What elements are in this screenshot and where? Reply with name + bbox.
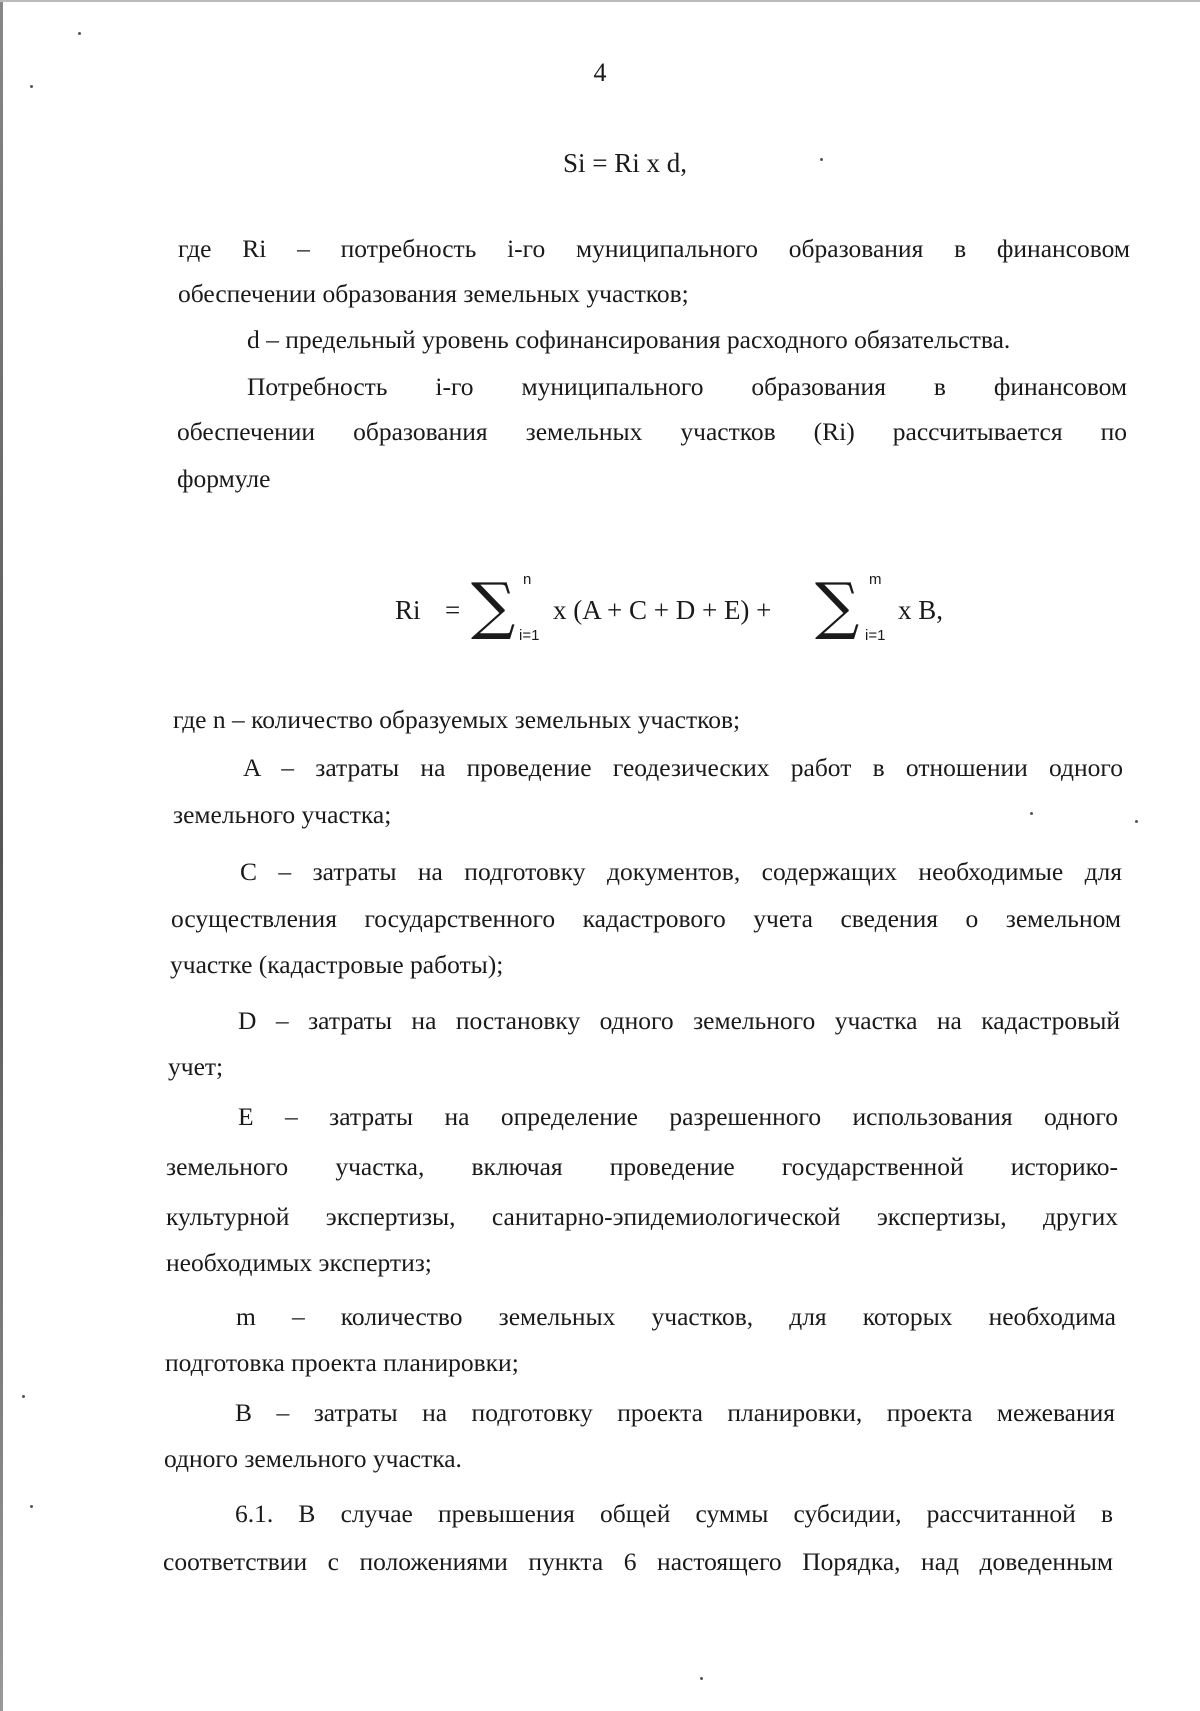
formula-end: x B,: [898, 595, 944, 625]
text-line: где n – количество образуемых земельных участков;: [173, 705, 741, 734]
scan-left-edge: [0, 0, 3, 1711]
text-line: C – затраты на подготовку документов, содержащих необходимые для: [240, 857, 1122, 886]
sigma-symbol: ∑: [815, 569, 860, 642]
scan-speck: [22, 1395, 25, 1398]
text-line: d – предельный уровень софинансирования расходного обязательства.: [247, 325, 1011, 354]
text-line: осуществления государственного кадастрового учета сведения о земельном: [171, 904, 1121, 933]
formula-middle: x (A + C + D + E) +: [553, 595, 772, 625]
formula-si: Si = Ri x d,: [562, 148, 687, 178]
text-line: одного земельного участка.: [164, 1444, 462, 1473]
text-line: соответствии с положениями пункта 6 настоящего Порядка, над доведенным: [163, 1547, 1113, 1576]
page-number: 4: [593, 58, 607, 87]
text-line: E – затраты на определение разрешенного использования одного: [238, 1102, 1118, 1131]
text-line: обеспечении образования земельных участков;: [178, 279, 689, 308]
scan-speck: [30, 85, 33, 88]
sum-upper-limit: m: [869, 571, 882, 588]
scan-top-edge: [0, 0, 1200, 2]
text-line: m – количество земельных участков, для которых необходима: [236, 1302, 1116, 1331]
sum-lower-limit: i=1: [865, 627, 886, 644]
scan-speck: [30, 1505, 33, 1508]
text-line: земельного участка;: [173, 800, 392, 829]
text-line: формуле: [177, 464, 271, 493]
sum-upper-limit: n: [523, 571, 532, 588]
text-line: Потребность i-го муниципального образования в финансовом: [247, 372, 1127, 401]
scan-speck: [1030, 812, 1033, 815]
text-line: B – затраты на подготовку проекта планировки, проекта межевания: [235, 1398, 1115, 1427]
scan-speck: [820, 158, 823, 161]
text-line: обеспечении образования земельных участков (Ri) рассчитывается по: [177, 417, 1127, 446]
formula-ri: [395, 569, 955, 655]
text-line: культурной экспертизы, санитарно-эпидемиологической экспертизы, других: [166, 1202, 1118, 1231]
scan-speck: [700, 1677, 703, 1680]
scan-speck: [78, 32, 81, 35]
formula-lhs: Ri: [395, 595, 421, 625]
sum-lower-limit: i=1: [519, 627, 540, 644]
text-line: A – затраты на проведение геодезических работ в отношении одного: [243, 753, 1123, 782]
text-line: D – затраты на постановку одного земельного участка на кадастровый: [238, 1006, 1120, 1035]
formula-eq: =: [445, 595, 461, 625]
text-line: где Ri – потребность i-го муниципального образования в финансовом: [178, 234, 1130, 263]
text-line: необходимых экспертиз;: [166, 1248, 432, 1277]
scan-speck: [1135, 820, 1138, 823]
text-line: учет;: [168, 1052, 224, 1081]
text-line: земельного участка, включая проведение государственной историко-: [166, 1152, 1118, 1181]
text-line: 6.1. В случае превышения общей суммы субсидии, рассчитанной в: [235, 1499, 1113, 1528]
text-line: участке (кадастровые работы);: [170, 950, 504, 979]
text-line: подготовка проекта планировки;: [165, 1348, 519, 1377]
sigma-symbol: ∑: [471, 569, 516, 642]
